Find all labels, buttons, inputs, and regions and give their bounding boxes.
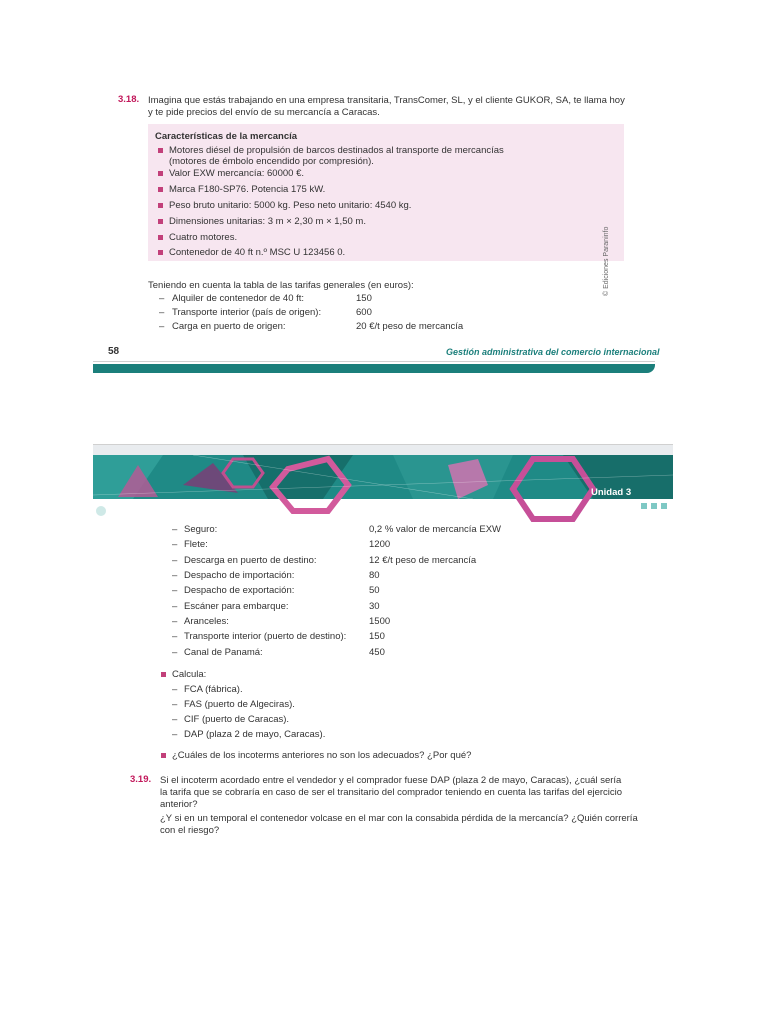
tariff-value: 150 xyxy=(369,631,385,642)
bullet-icon xyxy=(161,753,166,758)
copyright-text: © Ediciones Paraninfo xyxy=(603,226,610,296)
page-number: 58 xyxy=(108,346,120,357)
tariff-value: 20 €/t peso de mercancía xyxy=(356,321,464,332)
calc-item: DAP (plaza 2 de mayo, Caracas). xyxy=(184,729,326,740)
tariff-value: 600 xyxy=(356,307,372,318)
exercise-text-line: y te pide precios del envío de su mercancía a Caracas. xyxy=(148,107,380,118)
dash: – xyxy=(172,539,178,550)
list-item-continuation: (motores de émbolo encendido por compresión). xyxy=(169,156,374,167)
list-item: Peso bruto unitario: 5000 kg. Peso neto unitario: 4540 kg. xyxy=(169,200,412,211)
bullet-icon xyxy=(158,219,163,224)
bullet-icon xyxy=(158,235,163,240)
list-item: Marca F180-SP76. Potencia 175 kW. xyxy=(169,184,326,195)
tariff-value: 12 €/t peso de mercancía xyxy=(369,555,477,566)
calc-item: FCA (fábrica). xyxy=(184,684,243,695)
tariff-value: 50 xyxy=(369,585,380,596)
dash: – xyxy=(172,585,178,596)
calc-item: CIF (puerto de Caracas). xyxy=(184,714,290,725)
dash: – xyxy=(172,570,178,581)
list-item: Cuatro motores. xyxy=(169,232,238,243)
dash: – xyxy=(172,524,178,535)
tariff-label: Despacho de exportación: xyxy=(184,585,295,596)
exercise-number: 3.18. xyxy=(118,94,140,105)
bullet-icon xyxy=(158,187,163,192)
tariff-label: Transporte interior (puerto de destino): xyxy=(184,631,347,642)
box-title: Características de la mercancía xyxy=(155,131,298,142)
exercise-text-line: con el riesgo? xyxy=(160,825,220,836)
dash: – xyxy=(172,555,178,566)
dash: – xyxy=(172,601,178,612)
dash: – xyxy=(172,699,178,710)
exercise-text-line: ¿Y si en un temporal el contenedor volcase en el mar con la consabida pérdida de la mercancía? ¿Quién correría xyxy=(160,813,638,824)
dash: – xyxy=(172,631,178,642)
exercise-number: 3.19. xyxy=(130,774,152,785)
dash: – xyxy=(159,321,165,332)
tariff-label: Aranceles: xyxy=(184,616,229,627)
list-item: Dimensiones unitarias: 3 m × 2,30 m × 1,50 m. xyxy=(169,216,366,227)
tariff-label: Descarga en puerto de destino: xyxy=(184,555,317,566)
banner-graphic xyxy=(93,445,673,523)
footer-divider xyxy=(93,361,655,362)
dash: – xyxy=(172,684,178,695)
list-item: Contenedor de 40 ft n.º MSC U 123456 0. xyxy=(169,247,346,258)
unit-banner xyxy=(93,445,673,523)
tariff-value: 30 xyxy=(369,601,380,612)
question-text: ¿Cuáles de los incoterms anteriores no son los adecuados? ¿Por qué? xyxy=(172,750,472,761)
dash: – xyxy=(172,729,178,740)
footer-bar xyxy=(93,364,655,373)
tariff-value: 1500 xyxy=(369,616,391,627)
list-item: Motores diésel de propulsión de barcos destinados al transporte de mercancías xyxy=(169,145,504,156)
exercise-text-line: Imagina que estás trabajando en una empresa transitaria, TransComer, SL, y el cliente GUKOR, SA, te llama hoy xyxy=(148,95,625,106)
exercise-text-line: anterior? xyxy=(160,799,198,810)
tariff-label: Alquiler de contenedor de 40 ft: xyxy=(172,293,305,304)
calcula-heading: Calcula: xyxy=(172,669,207,680)
tariff-label: Escáner para embarque: xyxy=(184,601,289,612)
tariff-label: Flete: xyxy=(184,539,208,550)
bullet-icon xyxy=(158,250,163,255)
dash: – xyxy=(159,293,165,304)
bullet-icon xyxy=(161,672,166,677)
tariff-label: Transporte interior (país de origen): xyxy=(172,307,322,318)
list-item: Valor EXW mercancía: 60000 €. xyxy=(169,168,304,179)
tariff-label: Carga en puerto de origen: xyxy=(172,321,286,332)
bullet-icon xyxy=(158,148,163,153)
unit-label: Unidad 3 xyxy=(591,487,632,498)
tariff-value: 150 xyxy=(356,293,372,304)
bullet-icon xyxy=(158,171,163,176)
bullet-icon xyxy=(158,203,163,208)
tariffs-intro: Teniendo en cuenta la tabla de las tarifas generales (en euros): xyxy=(148,280,414,291)
dash: – xyxy=(172,616,178,627)
dash: – xyxy=(159,307,165,318)
calc-item: FAS (puerto de Algeciras). xyxy=(184,699,295,710)
tariff-label: Despacho de importación: xyxy=(184,570,295,581)
tariff-value: 80 xyxy=(369,570,380,581)
tariff-label: Seguro: xyxy=(184,524,218,535)
exercise-text-line: Si el incoterm acordado entre el vendedor y el comprador fuese DAP (plaza 2 de mayo, Caracas), ¿cuál sería xyxy=(160,775,622,786)
dash: – xyxy=(172,647,178,658)
exercise-text-line: la tarifa que se cobraría en caso de ser el transitario del comprador teniendo en cuenta las tarifas del ejercicio xyxy=(160,787,623,798)
dash: – xyxy=(172,714,178,725)
tariff-value: 450 xyxy=(369,647,385,658)
tariff-value: 1200 xyxy=(369,539,391,550)
footer-title: Gestión administrativa del comercio internacional xyxy=(446,347,660,357)
tariff-label: Canal de Panamá: xyxy=(184,647,263,658)
tariff-value: 0,2 % valor de mercancía EXW xyxy=(369,524,501,535)
